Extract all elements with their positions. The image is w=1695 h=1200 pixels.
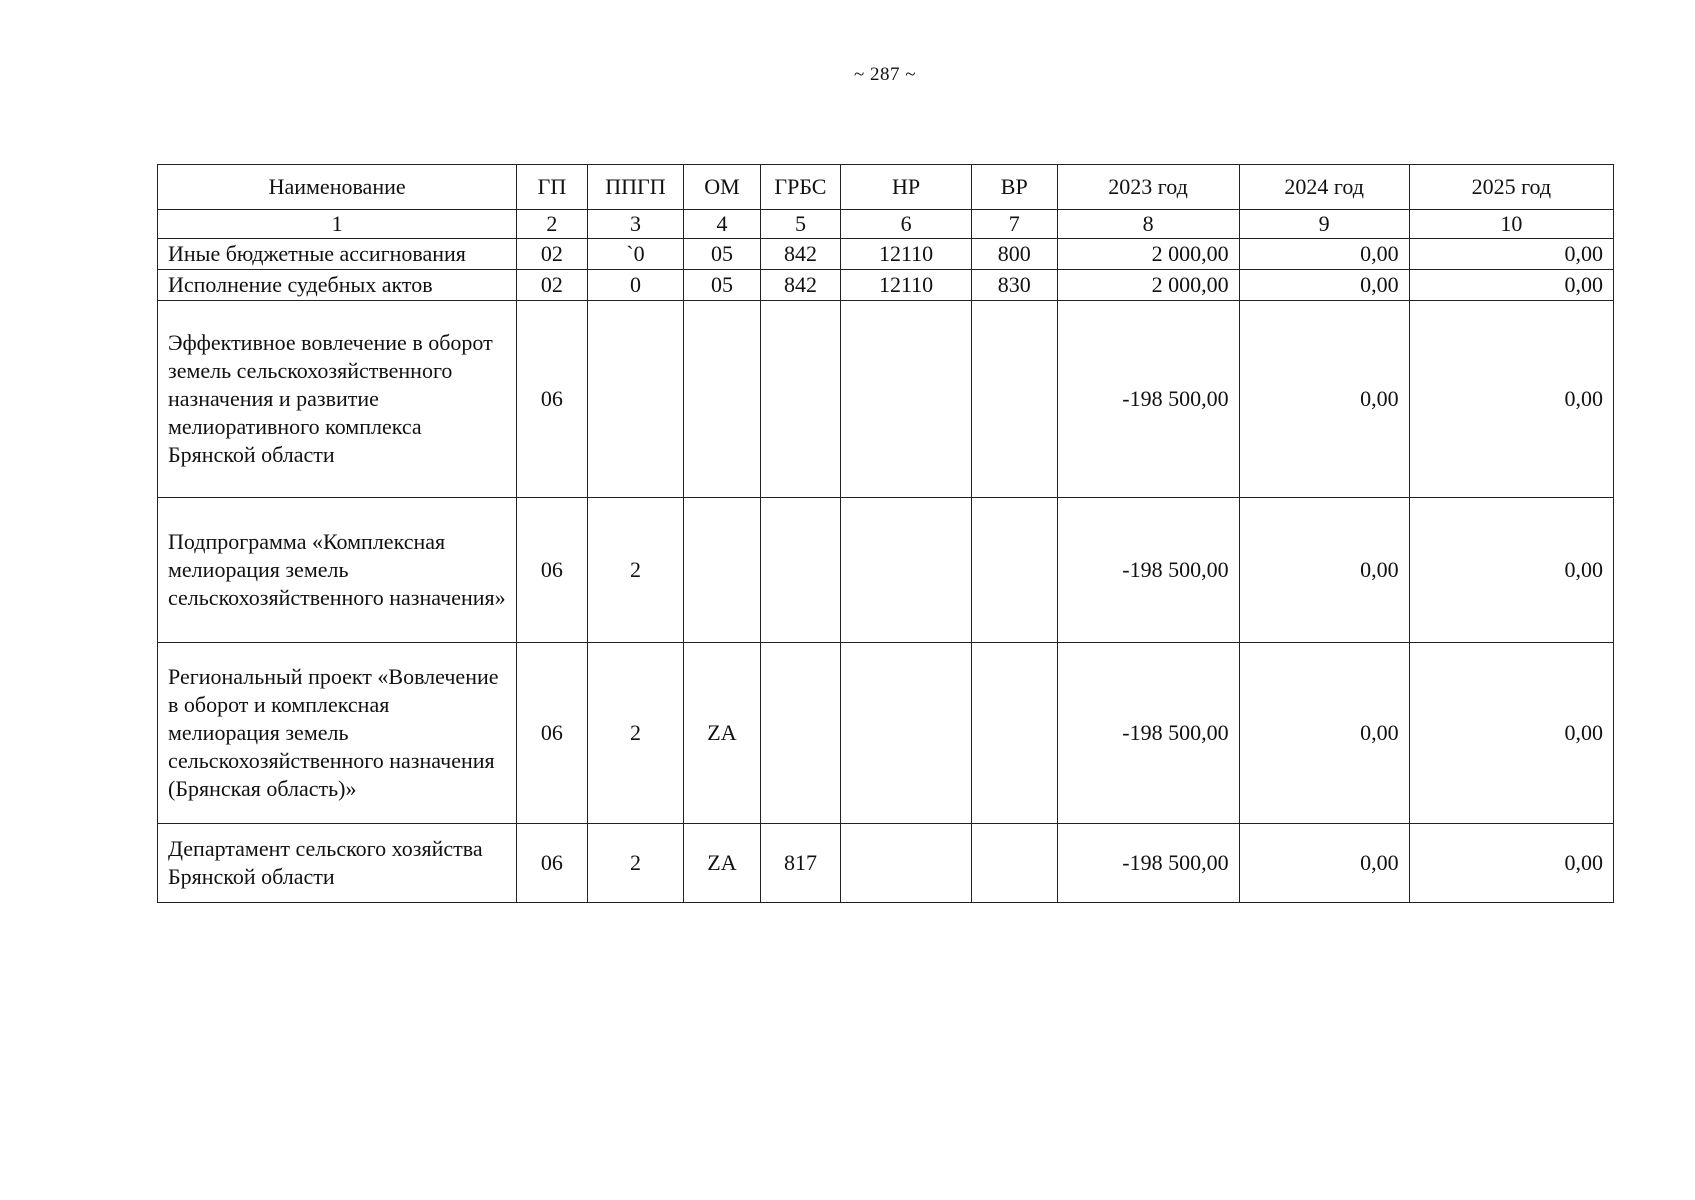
amount-2024-cell: 0,00 [1239, 824, 1409, 903]
header-cell-2025: 2025 год [1409, 165, 1613, 210]
amount-2024-cell: 0,00 [1239, 270, 1409, 301]
grbs-cell: 842 [760, 239, 840, 270]
header-cell-grbs: ГРБС [760, 165, 840, 210]
header-cell-gp: ГП [517, 165, 587, 210]
nr-cell [841, 301, 972, 498]
header-cell-nr: НР [841, 165, 972, 210]
vr-cell [971, 824, 1057, 903]
om-cell: 05 [684, 270, 760, 301]
nr-cell: 12110 [841, 270, 972, 301]
index-cell: 2 [517, 210, 587, 239]
nr-cell: 12110 [841, 239, 972, 270]
nr-cell [841, 643, 972, 824]
index-cell: 10 [1409, 210, 1613, 239]
ppgp-cell: 0 [587, 270, 684, 301]
table-row [158, 301, 1614, 498]
table-row [158, 498, 1614, 643]
row-name-cell: Подпрограмма «Комплексная мелиорация земель сельскохозяйственного назначения» [158, 498, 517, 643]
om-cell: 05 [684, 239, 760, 270]
header-cell-vr: ВР [971, 165, 1057, 210]
table-row [158, 239, 1614, 270]
om-cell [684, 498, 760, 643]
amount-2025-cell: 0,00 [1409, 643, 1613, 824]
row-name-cell: Иные бюджетные ассигнования [158, 239, 517, 270]
ppgp-cell: 2 [587, 498, 684, 643]
gp-cell: 06 [517, 301, 587, 498]
om-cell: ZA [684, 824, 760, 903]
header-cell-ppgp: ППГП [587, 165, 684, 210]
grbs-cell: 817 [760, 824, 840, 903]
grbs-cell [760, 498, 840, 643]
header-cell-2024: 2024 год [1239, 165, 1409, 210]
gp-cell: 06 [517, 498, 587, 643]
index-cell: 7 [971, 210, 1057, 239]
amount-2024-cell: 0,00 [1239, 498, 1409, 643]
gp-cell: 06 [517, 643, 587, 824]
row-name-cell: Департамент сельского хозяйства Брянской области [158, 824, 517, 903]
gp-cell: 06 [517, 824, 587, 903]
amount-2023-cell: -198 500,00 [1057, 498, 1239, 643]
nr-cell [841, 824, 972, 903]
amount-2025-cell: 0,00 [1409, 824, 1613, 903]
vr-cell [971, 498, 1057, 643]
vr-cell [971, 301, 1057, 498]
amount-2023-cell: 2 000,00 [1057, 239, 1239, 270]
amount-2025-cell: 0,00 [1409, 301, 1613, 498]
grbs-cell [760, 301, 840, 498]
vr-cell: 800 [971, 239, 1057, 270]
column-index-row [158, 210, 1614, 239]
grbs-cell [760, 643, 840, 824]
table-row [158, 824, 1614, 903]
gp-cell: 02 [517, 270, 587, 301]
table-row [158, 270, 1614, 301]
amount-2024-cell: 0,00 [1239, 239, 1409, 270]
amount-2024-cell: 0,00 [1239, 643, 1409, 824]
vr-cell: 830 [971, 270, 1057, 301]
amount-2023-cell: 2 000,00 [1057, 270, 1239, 301]
row-name-cell: Исполнение судебных актов [158, 270, 517, 301]
header-row [158, 165, 1614, 210]
amount-2024-cell: 0,00 [1239, 301, 1409, 498]
header-cell-2023: 2023 год [1057, 165, 1239, 210]
amount-2023-cell: -198 500,00 [1057, 643, 1239, 824]
index-cell: 6 [841, 210, 972, 239]
index-cell: 9 [1239, 210, 1409, 239]
index-cell: 5 [760, 210, 840, 239]
om-cell: ZA [684, 643, 760, 824]
gp-cell: 02 [517, 239, 587, 270]
nr-cell [841, 498, 972, 643]
budget-table [157, 164, 1614, 903]
page-number: ~ 287 ~ [853, 64, 917, 85]
amount-2025-cell: 0,00 [1409, 498, 1613, 643]
header-cell-om: ОМ [684, 165, 760, 210]
index-cell: 8 [1057, 210, 1239, 239]
om-cell [684, 301, 760, 498]
index-cell: 1 [158, 210, 517, 239]
ppgp-cell [587, 301, 684, 498]
amount-2023-cell: -198 500,00 [1057, 301, 1239, 498]
header-cell-name: Наименование [158, 165, 517, 210]
table-row [158, 643, 1614, 824]
row-name-cell: Региональный проект «Вовлечение в оборот и комплексная мелиорация земель сельскохозяйственного назначения (Брянская область)» [158, 643, 517, 824]
index-cell: 4 [684, 210, 760, 239]
ppgp-cell: 2 [587, 824, 684, 903]
index-cell: 3 [587, 210, 684, 239]
ppgp-cell: 2 [587, 643, 684, 824]
grbs-cell: 842 [760, 270, 840, 301]
row-name-cell: Эффективное вовлечение в оборот земель сельскохозяйственного назначения и развитие мелиоративного комплекса Брянской области [158, 301, 517, 498]
amount-2025-cell: 0,00 [1409, 239, 1613, 270]
amount-2023-cell: -198 500,00 [1057, 824, 1239, 903]
vr-cell [971, 643, 1057, 824]
amount-2025-cell: 0,00 [1409, 270, 1613, 301]
ppgp-cell: `0 [587, 239, 684, 270]
